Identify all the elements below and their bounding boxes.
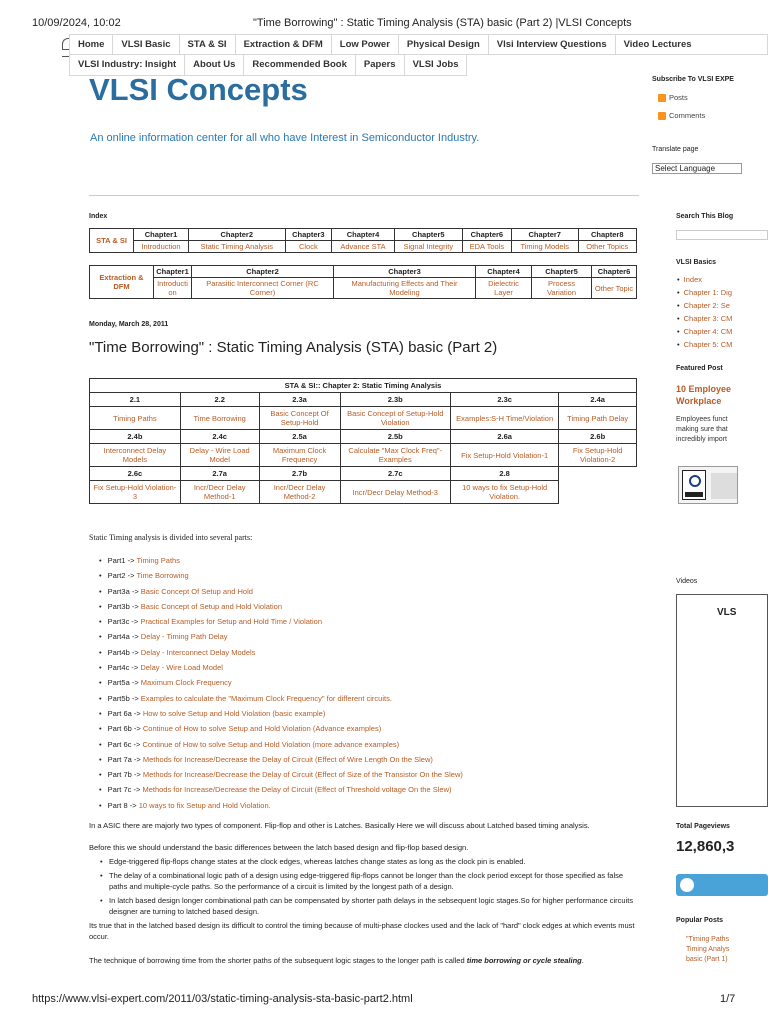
sta-link[interactable]: Time Borrowing [180, 407, 259, 430]
part-link[interactable]: Time Borrowing [136, 571, 189, 581]
differences-list [89, 856, 639, 917]
sta-head: 2.6a [451, 430, 559, 444]
sta-link[interactable]: Calculate "Max Clock Freq"- Examples [340, 444, 450, 467]
paragraph-time-borrowing [89, 955, 639, 966]
part-item [99, 709, 463, 724]
index2-link[interactable]: Dielectric Layer [476, 278, 532, 299]
language-select[interactable]: Select Language [652, 163, 742, 174]
time-borrowing-text: The technique of borrowing time from the shorter paths of the subsequent logic stages to the longer path is called [89, 956, 467, 965]
basics-item-ch5[interactable]: • Chapter 5: CM [677, 340, 732, 349]
search-heading: Search This Blog [676, 213, 734, 220]
pageviews-heading: Total Pageviews [676, 823, 730, 830]
part-link[interactable]: How to solve Setup and Hold Violation (basic example) [142, 708, 326, 718]
index2-link[interactable]: Other Topic [592, 278, 637, 299]
sta-link[interactable]: Timing Path Delay [559, 407, 637, 430]
sta-link[interactable]: Maximum Clock Frequency [259, 444, 340, 467]
video-title: VLS [717, 607, 737, 618]
sta-link[interactable]: Fix Setup-Hold Violation-3 [90, 481, 181, 504]
index1-header: Chapter4 [332, 229, 395, 241]
sta-link[interactable]: 10 ways to fix Setup-Hold Violation. [451, 481, 559, 504]
sta-link[interactable]: Examples:S-H Time/Violation [451, 407, 559, 430]
index1-header: Chapter7 [511, 229, 578, 241]
print-footer [0, 992, 768, 1008]
sta-head: 2.3b [340, 393, 450, 407]
featured-heading: Featured Post [676, 365, 723, 372]
part-link[interactable]: Methods for Increase/Decrease the Delay of Circuit (Effect of Threshold voltage On the Slew) [142, 785, 452, 795]
part-item [99, 663, 463, 678]
featured-title-line-2: Workplace [676, 396, 722, 406]
paragraph-differences: Before this we should understand the basic differences between the latch based design and flip-flop based design. [89, 843, 469, 852]
part-item [99, 571, 463, 586]
nav-sta-si[interactable]: STA & SI [180, 35, 236, 54]
index1-header: Chapter3 [285, 229, 332, 241]
index2-link[interactable]: Parasitic Interconnect Corner (RC Corner) [192, 278, 334, 299]
feed-posts[interactable] [658, 93, 688, 102]
parts-list [99, 556, 463, 816]
part-link[interactable]: Delay - Interconnect Delay Models [140, 647, 256, 657]
time-borrowing-end: . [581, 956, 584, 965]
index2-header: Chapter6 [592, 266, 637, 278]
nav-papers[interactable]: Papers [356, 55, 405, 75]
part-prefix: Part 7a -> [107, 754, 143, 764]
sta-chapter-table [89, 378, 637, 504]
nav-extraction-dfm[interactable]: Extraction & DFM [236, 35, 332, 54]
print-page-title: "Time Borrowing" : Static Timing Analysis (STA) basic (Part 2) |VLSI Concepts [253, 17, 632, 29]
part-item [99, 785, 463, 800]
sta-link[interactable]: Timing Paths [90, 407, 181, 430]
index1-link[interactable]: Advance STA [332, 241, 395, 253]
vlsi-basics-heading: VLSI Basics [676, 259, 717, 266]
featured-thumb [711, 473, 737, 499]
feed-comments[interactable] [658, 111, 705, 120]
index-heading: Index [89, 213, 108, 220]
index2-header: Chapter2 [192, 266, 334, 278]
extraction-dfm-index-table [89, 265, 637, 299]
sta-link[interactable]: Interconnect Delay Models [90, 444, 181, 467]
part-link[interactable]: Basic Concept Of Setup and Hold [140, 586, 253, 596]
part-item [99, 587, 463, 602]
part-link[interactable]: Continue of How to solve Setup and Hold Violation (more advance examples) [142, 739, 400, 749]
sta-head: 2.7a [180, 467, 259, 481]
part-link[interactable]: Timing Paths [136, 556, 180, 565]
sta-head: 2.2 [180, 393, 259, 407]
index2-header: Chapter1 [154, 266, 192, 278]
sta-link[interactable]: Incr/Decr Delay Method-3 [340, 481, 450, 504]
post-date: Monday, March 28, 2011 [89, 321, 169, 328]
index1-header: Chapter6 [462, 229, 511, 241]
sta-link[interactable]: Fix Setup-Hold Violation-2 [559, 444, 637, 467]
rss-icon [658, 94, 666, 102]
part-prefix: Part2 -> [107, 571, 137, 581]
index1-link[interactable]: Signal Integrity [394, 241, 462, 253]
part-prefix: Part 7c -> [107, 785, 143, 795]
translate-heading: Translate page [652, 146, 699, 153]
search-input[interactable] [676, 230, 768, 240]
part-item [99, 556, 463, 571]
print-url[interactable]: https://www.vlsi-expert.com/2011/03/static-timing-analysis-sta-basic-part2.html [32, 993, 413, 1005]
nav-physical-design[interactable]: Physical Design [399, 35, 489, 54]
featured-post-title[interactable] [676, 383, 731, 407]
index1-link[interactable]: Introduction [134, 241, 189, 253]
feed-posts-label: Posts [669, 93, 688, 102]
part-link[interactable]: Examples to calculate the "Maximum Clock Frequency" for different circuits. [140, 693, 392, 703]
sta-head: 2.4a [559, 393, 637, 407]
part-item [99, 602, 463, 617]
sta-link[interactable]: Delay - Wire Load Model [180, 444, 259, 467]
nav-video-lectures[interactable]: Video Lectures [623, 39, 692, 50]
sta-head: 2.8 [451, 467, 559, 481]
sta-head: 2.6c [90, 467, 181, 481]
basics-item-ch2[interactable]: • Chapter 2: Se [677, 301, 732, 310]
sta-head: 2.6b [559, 430, 637, 444]
sta-head: 2.4c [180, 430, 259, 444]
extraction-dfm-label[interactable]: Extraction & DFM [90, 266, 154, 299]
sta-head: 2.5a [259, 430, 340, 444]
time-borrowing-term: time borrowing or cycle stealing [466, 956, 582, 965]
featured-text-line: Employees funct [676, 416, 728, 423]
print-page-number: 1/7 [720, 993, 736, 1005]
basics-item-ch3[interactable]: • Chapter 3: CM [677, 314, 732, 323]
post-title: "Time Borrowing" : Static Timing Analysis (STA) basic (Part 2) [89, 339, 498, 356]
popular-post-1[interactable] [686, 935, 729, 965]
part-prefix: Part 6b -> [107, 724, 143, 734]
index1-link[interactable]: EDA Tools [462, 241, 511, 253]
subscribe-heading: Subscribe To VLSI EXPE [652, 76, 734, 83]
nav-about-us[interactable]: About Us [185, 55, 244, 75]
basics-item-index[interactable]: • Index [677, 275, 732, 284]
basics-item-ch4[interactable]: • Chapter 4: CM [677, 327, 732, 336]
part-link[interactable]: Methods for Increase/Decrease the Delay of Circuit (Effect of Size of the Transistor On the Slew) [142, 770, 463, 780]
sta-empty-cell [559, 481, 637, 504]
nav-home[interactable]: Home [70, 35, 113, 54]
index2-header: Chapter5 [532, 266, 592, 278]
sta-head: 2.3a [259, 393, 340, 407]
sta-head: 2.7b [259, 467, 340, 481]
part-prefix: Part3a -> [107, 586, 141, 596]
sta-table-caption: STA & SI:: Chapter 2: Static Timing Analysis [90, 379, 637, 393]
part-item [99, 801, 463, 816]
part-prefix: Part4a -> [107, 632, 141, 642]
sta-si-index-table [89, 228, 637, 253]
part-prefix: Part4b -> [107, 647, 141, 657]
sta-head: 2.5b [340, 430, 450, 444]
sta-link[interactable]: Basic Concept of Setup-Hold Violation [340, 407, 450, 430]
part-link[interactable]: Delay - Timing Path Delay [140, 632, 228, 642]
blog-tagline: An online information center for all who have Interest in Semiconductor Industry. [90, 132, 480, 144]
index2-header: Chapter4 [476, 266, 532, 278]
part-prefix: Part 8 -> [107, 800, 139, 810]
featured-post-text [676, 415, 728, 445]
index1-header: Chapter2 [189, 229, 286, 241]
index1-link[interactable]: Static Timing Analysis [189, 241, 286, 253]
print-datetime: 10/09/2024, 10:02 [32, 17, 121, 29]
part-prefix: Part4c -> [107, 663, 141, 673]
part-prefix: Part3b -> [107, 601, 141, 611]
twitter-bird-icon [680, 878, 694, 892]
sta-head: 2.7c [340, 467, 450, 481]
part-prefix: Part1 -> [107, 556, 137, 565]
top-navigation [62, 34, 768, 76]
part-prefix: Part3c -> [107, 617, 141, 627]
featured-text-line: making sure that [676, 426, 728, 433]
part-item [99, 648, 463, 663]
logo-bar [685, 492, 703, 497]
sta-link[interactable]: Fix Setup-Hold Violation-1 [451, 444, 559, 467]
nav-vlsi-jobs[interactable]: VLSI Jobs [412, 59, 459, 70]
basics-item-ch1[interactable]: • Chapter 1: Dig [677, 288, 732, 297]
sta-link[interactable]: Basic Concept Of Setup-Hold [259, 407, 340, 430]
popular-heading: Popular Posts [676, 917, 724, 924]
part-item [99, 724, 463, 739]
nav-interview-questions[interactable]: Vlsi Interview Questions [489, 35, 616, 54]
rss-icon [658, 112, 666, 120]
sta-head: 2.3c [451, 393, 559, 407]
featured-text-line: incredibly import [676, 436, 727, 443]
nav-vlsi-basic[interactable]: VLSI Basic [113, 35, 179, 54]
feed-comments-label: Comments [669, 111, 706, 120]
part-prefix: Part5b -> [107, 693, 141, 703]
part-prefix: Part 6c -> [107, 739, 143, 749]
header-divider [89, 195, 639, 196]
vlsi-expert-logo-icon [682, 470, 706, 500]
part-link[interactable]: Delay - Wire Load Model [140, 663, 223, 673]
videos-heading: Videos [676, 578, 698, 585]
index1-link[interactable]: Other Topics [578, 241, 637, 253]
index1-header: Chapter8 [578, 229, 637, 241]
part-link[interactable]: Practical Examples for Setup and Hold Time / Violation [140, 617, 322, 627]
part-link[interactable]: Basic Concept of Setup and Hold Violation [140, 601, 283, 611]
popular-line: basic (Part 1) [686, 956, 728, 963]
difference-item: • The delay of a combinational logic path of a design using edge-triggered flip-flops cannot be longer than the clock period except for those specified as false paths and multiple-cycle paths. So the performance of a circuit is limited by the longest path of a design. [89, 870, 639, 892]
paragraph-latch-timing: Its true that in the latched based design its difficult to control the timing because of multi-phase clockes used and the lack of "hard" clock edges at which events must occur. [89, 921, 635, 941]
index2-link[interactable]: Process Variation [532, 278, 592, 299]
part-link[interactable]: Methods for Increase/Decrease the Delay of Circuit (Effect of Wire Length On the Slew) [142, 754, 433, 764]
pageviews-count: 12,860,3 [676, 838, 735, 855]
logo-mark [689, 475, 701, 487]
part-prefix: Part 6a -> [107, 708, 143, 718]
print-header [0, 0, 768, 36]
video-embed[interactable] [676, 594, 768, 807]
difference-item: • Edge-triggered flip-flops change states at the clock edges, whereas latches change states as long as the clock pin is enabled. [89, 856, 639, 867]
index2-header: Chapter3 [334, 266, 476, 278]
index1-header: Chapter1 [134, 229, 189, 241]
difference-item: • In latch based design longer combinational path can be compensated by shorter path delays in the sebsequent logic stages.So for higher performance circuits deisgner are turning to latched based design. [89, 895, 639, 917]
sta-head: 2.4b [90, 430, 181, 444]
nav-low-power[interactable]: Low Power [332, 35, 399, 54]
part-item [99, 740, 463, 755]
sta-link[interactable]: Incr/Decr Delay Method-2 [259, 481, 340, 504]
twitter-follow-button[interactable] [676, 874, 768, 896]
sta-si-label[interactable]: STA & SI [90, 229, 134, 253]
part-item [99, 617, 463, 632]
paragraph-asic: In a ASIC there are majorly two types of component. Flip-flop and other is Latches. Basically Here we will discuss about Latched based timing analysis. [89, 821, 590, 830]
nav-industry-insight[interactable]: VLSI Industry: Insight [70, 55, 185, 75]
part-item [99, 632, 463, 647]
part-link[interactable]: Continue of How to solve Setup and Hold Violation (Advance examples) [142, 724, 382, 734]
sta-link[interactable]: Incr/Decr Delay Method-1 [180, 481, 259, 504]
nav-recommended-book[interactable]: Recommended Book [244, 55, 356, 75]
intro-text: Static Timing analysis is divided into several parts: [89, 533, 253, 542]
index1-header: Chapter5 [394, 229, 462, 241]
part-item [99, 694, 463, 709]
index2-link[interactable]: Manufacturing Effects and Their Modeling [334, 278, 476, 299]
sta-empty-cell [559, 467, 637, 481]
part-link[interactable]: Maximum Clock Frequency [140, 678, 232, 688]
part-item [99, 678, 463, 693]
part-prefix: Part 7b -> [107, 770, 143, 780]
index1-link[interactable]: Clock [285, 241, 332, 253]
part-prefix: Part5a -> [107, 678, 141, 688]
popular-line: Timing Analys [686, 946, 730, 953]
nav-row-1 [69, 34, 768, 55]
part-link[interactable]: 10 ways to fix Setup and Hold Violation. [138, 800, 271, 810]
popular-line: "Timing Paths [686, 936, 730, 943]
index1-link[interactable]: Timing Models [511, 241, 578, 253]
blog-title[interactable]: VLSI Concepts [89, 72, 308, 107]
index2-link[interactable]: Introduction [154, 278, 192, 299]
featured-title-line-1: 10 Employee [676, 384, 732, 394]
featured-image[interactable] [678, 466, 738, 504]
part-item [99, 770, 463, 785]
sta-head: 2.1 [90, 393, 181, 407]
vlsi-basics-list [677, 275, 732, 353]
part-item [99, 755, 463, 770]
